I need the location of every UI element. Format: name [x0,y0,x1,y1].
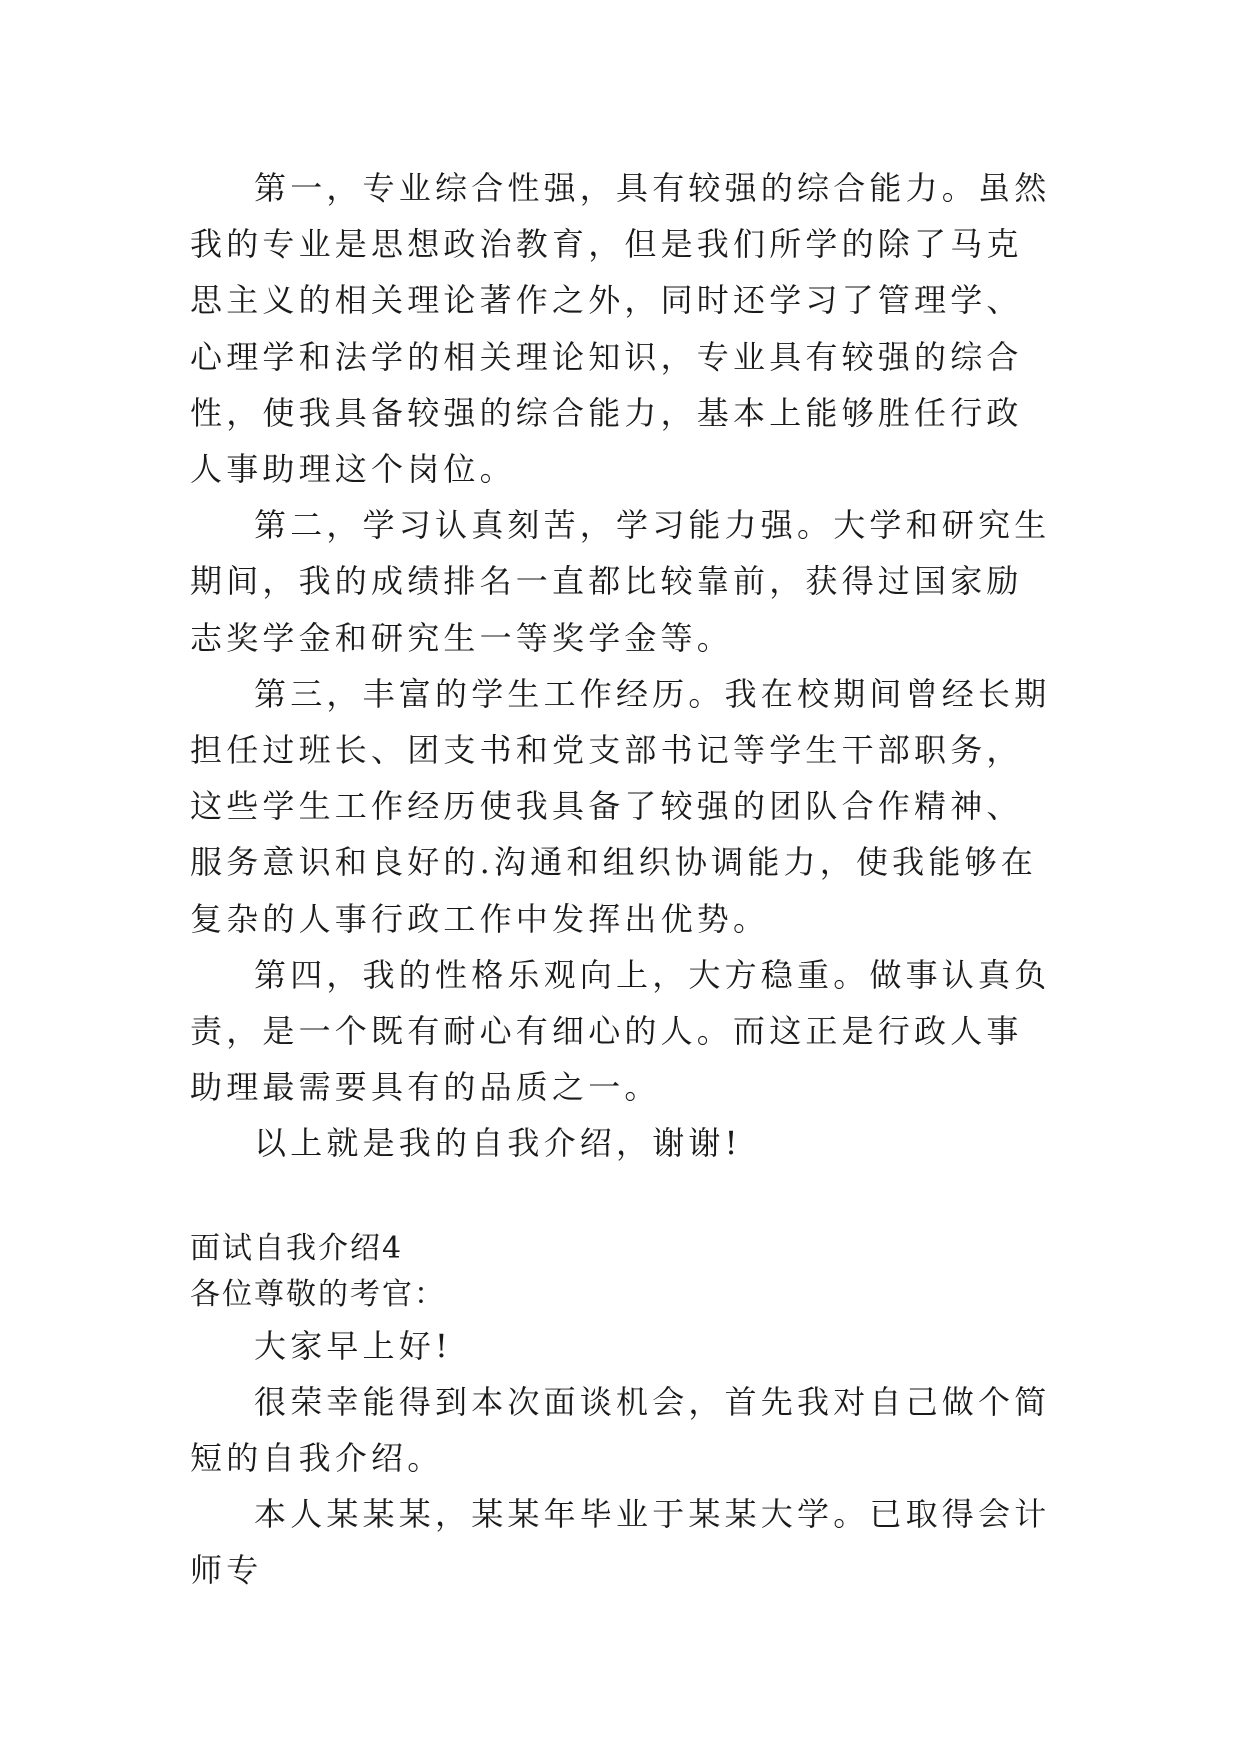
paragraph-4: 第四，我的性格乐观向上，大方稳重。做事认真负责，是一个既有耐心有细心的人。而这正是行政人事助理最需要具有的品质之一。 [190,955,1051,1107]
paragraph-8: 本人某某某，某某年毕业于某某大学。已取得会计师专 [190,1495,1051,1590]
salutation: 各位尊敬的考官： [190,1276,446,1312]
paragraph-6: 大家早上好! [254,1326,453,1365]
section-title: 面试自我介绍4 [190,1230,404,1266]
document-body [190,160,1052,1599]
section-spacer [190,1172,1052,1226]
paragraph-1: 第一，专业综合性强，具有较强的综合能力。虽然我的专业是思想政治教育，但是我们所学的除了马克思主义的相关理论著作之外，同时还学习了管理学、心理学和法学的相关理论知识，专业具有较强的综合性，使我具备较强的综合能力，基本上能够胜任行政人事助理这个岗位。 [190,169,1051,489]
paragraph-7: 很荣幸能得到本次面谈机会，首先我对自己做个简短的自我介绍。 [190,1382,1051,1478]
paragraph-3: 第三，丰富的学生工作经历。我在校期间曾经长期担任过班长、团支书和党支部书记等学生干部职务，这些学生工作经历使我具备了较强的团队合作精神、服务意识和良好的.沟通和组织协调能力，使我能够在复杂的人事行政工作中发挥出优势。 [190,674,1051,938]
paragraph-5: 以上就是我的自我介绍，谢谢! [254,1124,742,1163]
paragraph-2: 第二，学习认真刻苦，学习能力强。大学和研究生期间，我的成绩排名一直都比较靠前，获得过国家励志奖学金和研究生一等奖学金等。 [190,506,1051,657]
